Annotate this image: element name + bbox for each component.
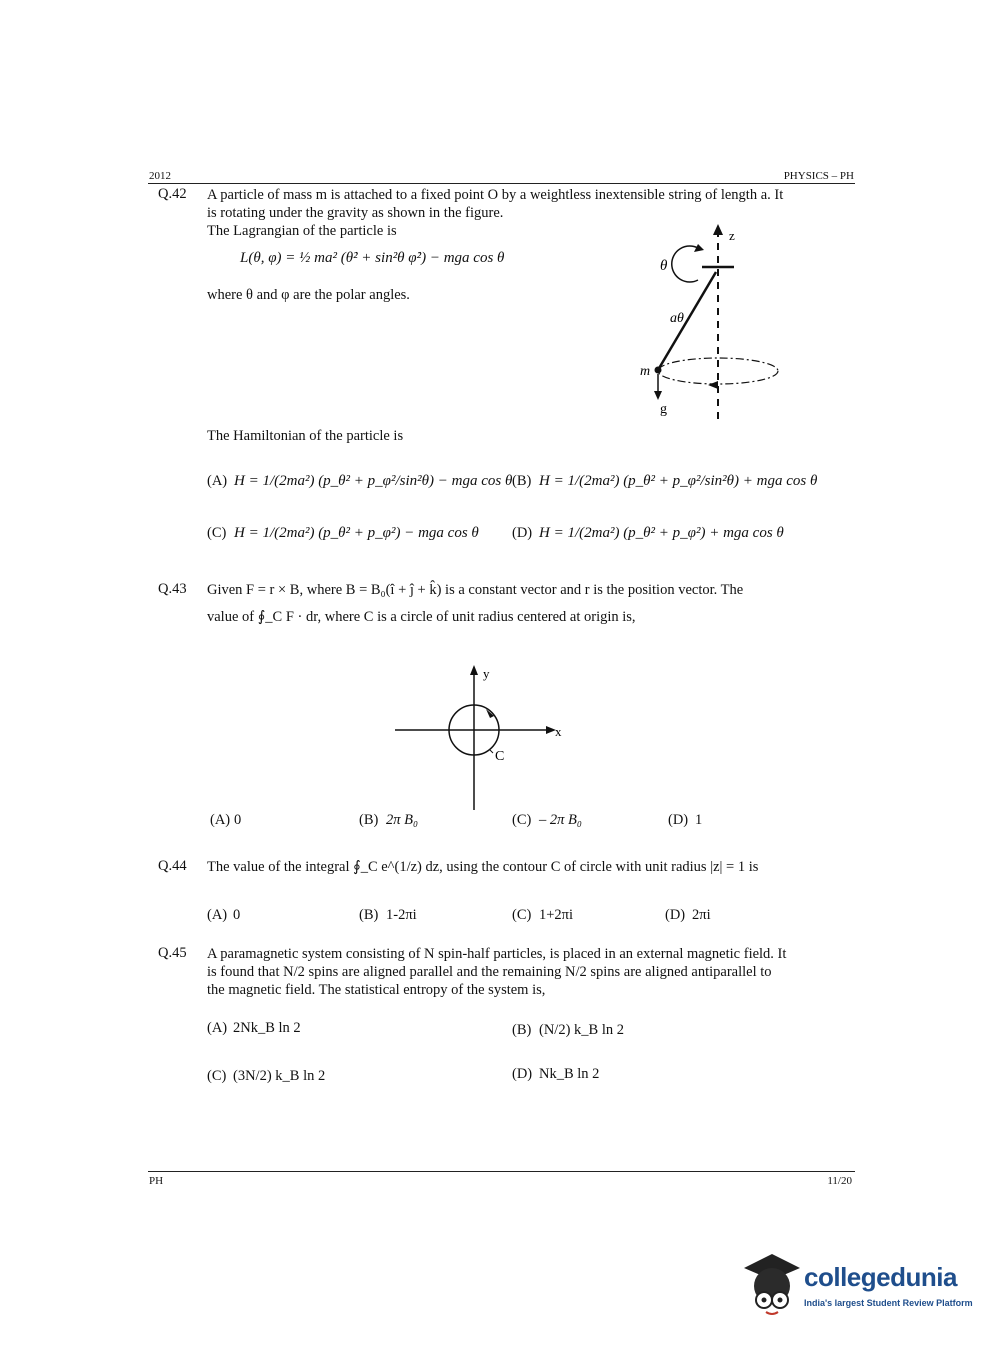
header-year: 2012 [149,170,171,182]
z-label: z [729,228,735,243]
q42-option-c-label: (C) [207,525,227,541]
q43-statement-line2: value of ∮_C F · dr, where C is a circle of unit radius centered at origin is, [207,609,636,625]
q43-statement-line1: Given F = r × B, where B = B₀(î + ĵ + k̂) is a constant vector and r is the position vector. The [207,582,744,598]
q42-option-a: H = 1/(2ma²) (p_θ² + p_φ²/sin²θ) − mga cos θ [234,473,513,489]
watermark-tagline: India's largest Student Review Platform [804,1298,973,1308]
header-rule [148,183,855,184]
q45-statement-line1: A paramagnetic system consisting of N spin-half particles, is placed in an external magnetic field. It [207,946,787,962]
q42-number: Q.42 [158,186,187,202]
q42-statement-line2: is rotating under the gravity as shown in the figure. [207,205,504,221]
q44-option-d-label: (D) [665,907,686,923]
q44-option-b: 1-2πi [386,907,417,923]
q44-statement: The value of the integral ∮_C e^(1/z) dz, using the contour C of circle with unit radius |z| = 1 is [207,859,759,875]
gravity-label: g [660,402,667,417]
mass-point [655,367,662,374]
footer-page: 11/20 [827,1175,852,1187]
y-label: y [483,666,490,681]
q42-pendulum-figure [630,222,800,422]
length-label: aθ [670,311,684,326]
q43-option-a: 0 [234,812,242,828]
q44-number: Q.44 [158,858,187,874]
q43-option-b: 2π B₀ [386,812,419,828]
q42-hamiltonian-intro: The Hamiltonian of the particle is [207,428,404,444]
q42-option-d-label: (D) [512,525,533,541]
q43-option-b-label: (B) [359,812,379,828]
q45-number: Q.45 [158,945,187,961]
y-axis-arrow-icon [470,665,478,675]
string [658,272,716,370]
q42-angles-note: where θ and φ are the polar angles. [207,287,410,303]
q45-option-d-label: (D) [512,1066,533,1082]
q43-circle-figure [390,660,570,812]
q45-statement-line2: is found that N/2 spins are aligned parallel and the remaining N/2 spins are aligned antiparallel to [207,964,772,980]
gravity-arrow-icon [654,391,662,400]
q42-option-b: H = 1/(2ma²) (p_θ² + p_φ²/sin²θ) + mga cos θ [539,473,818,489]
theta-label: θ [660,258,668,274]
q43-number: Q.43 [158,581,187,597]
header-subject: PHYSICS – PH [783,170,854,182]
q45-option-a-label: (A) [207,1020,228,1036]
c-label: C [495,749,505,764]
orbit-arrow-icon [708,381,718,389]
q42-option-b-label: (B) [512,473,532,489]
q45-option-b-label: (B) [512,1022,532,1038]
rotation-arrow-icon [694,244,704,252]
collegedunia-mascot-icon [742,1250,802,1320]
watermark-brand: collegedunia [804,1262,957,1292]
x-label: x [555,724,562,739]
q45-option-b: (N/2) k_B ln 2 [539,1022,624,1038]
q43-option-c: – 2π B₀ [539,812,582,828]
q43-option-a-label: (A) [210,812,231,828]
q42-option-a-label: (A) [207,473,228,489]
q45-option-c: (3N/2) k_B ln 2 [233,1068,326,1084]
c-leader [490,750,493,753]
mass-label: m [640,364,651,379]
q42-option-d: H = 1/(2ma²) (p_θ² + p_φ²) + mga cos θ [539,525,784,541]
q45-statement-line3: the magnetic field. The statistical entropy of the system is, [207,982,546,998]
q44-option-a: 0 [233,907,241,923]
q44-option-d: 2πi [692,907,711,923]
q42-lagrangian-intro: The Lagrangian of the particle is [207,223,397,239]
footer-code: PH [149,1175,164,1187]
q45-option-d: Nk_B ln 2 [539,1066,600,1082]
q42-option-c: H = 1/(2ma²) (p_θ² + p_φ²) − mga cos θ [234,525,479,541]
q45-option-a: 2Nk_B ln 2 [233,1020,301,1036]
q44-option-b-label: (B) [359,907,379,923]
q43-option-d-label: (D) [668,812,689,828]
q43-option-c-label: (C) [512,812,532,828]
footer-rule [148,1171,855,1172]
q42-statement-line1: A particle of mass m is attached to a fixed point O by a weightless inextensible string of length a. It [207,187,784,203]
q42-lagrangian: L(θ, φ) = ½ ma² (θ̇² + sin²θ φ̇²) − mga cos θ [240,250,505,266]
q43-option-d: 1 [695,812,703,828]
rotation-arc [672,246,698,282]
q44-option-a-label: (A) [207,907,228,923]
q44-option-c: 1+2πi [539,907,574,923]
z-axis-arrow [713,224,723,235]
q45-option-c-label: (C) [207,1068,227,1084]
q44-option-c-label: (C) [512,907,532,923]
